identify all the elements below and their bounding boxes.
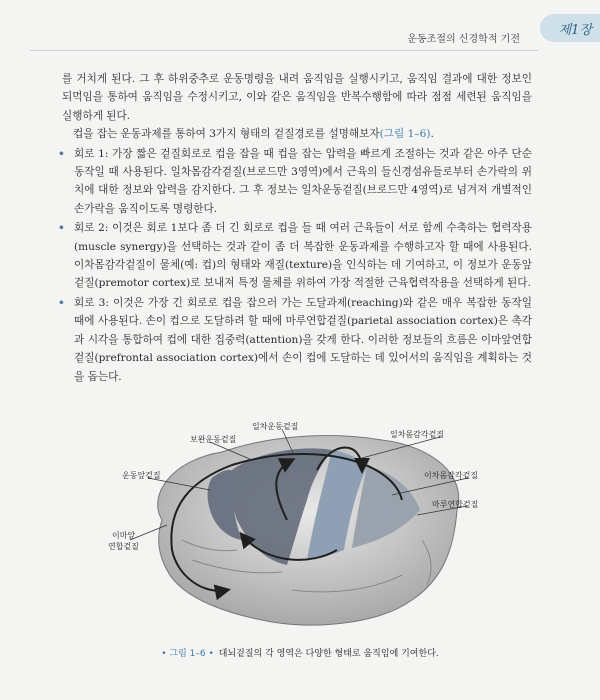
paragraph-2 xyxy=(62,125,532,143)
brain-figure xyxy=(62,400,542,640)
label-premotor: 운동앞겉질 xyxy=(122,471,161,480)
label-primary-somatosensory: 일차몸감각겉질 xyxy=(390,430,445,439)
label-parietal-association: 마루연합겉질 xyxy=(432,500,479,509)
paragraph-2-end: . xyxy=(430,128,434,141)
bullet-circuit-1 xyxy=(58,145,532,219)
header-divider xyxy=(30,50,538,51)
figure-reference: (그림 1–6) xyxy=(379,128,431,141)
bullet-text: 회로 2: 이것은 회로 1보다 좀 더 긴 회로로 컵을 들 때 여러 근육들이 서로 함께 수축하는 협력작용(muscle synergy)을 선택하는 것과 같이 좀 더 복잡한 운동과제를 수행하고자 할 때에 사용된다. 이차몸감각겉질이 물체(예: 컵)의 형태와 재질(texture)을 인식하는 데 기여하고, 이 정보가 운동앞겉질(premotor cortex)로 보내져 특정 물체를 위하여 가장 적절한 근육협력작용을 선택하게 된다. xyxy=(74,222,532,290)
label-supplementary-motor: 보완운동겉질 xyxy=(190,435,237,444)
chapter-label: 제1장 xyxy=(558,23,592,38)
bullet-text: 회로 3: 이것은 가장 긴 회로로 컵을 잡으러 가는 도달과제(reaching)와 같은 매우 복잡한 동작일 때에 사용된다. 손이 컵으로 도달하려 할 때에 마루연합겉질(parietal association cortex)은 촉각과 시각을 통합하여 컵에 대한 집중력(attention)을 갖게 한다. 이러한 정보들의 흐름은 이마앞연합겉질(prefrontal association cortex)에서 손이 컵에 도달하는 데 있어서의 움직임을 계획하는 것을 돕는다. xyxy=(74,296,532,383)
label-primary-motor: 일차운동겉질 xyxy=(252,422,299,431)
bullet-dot: • xyxy=(58,296,65,309)
label-prefrontal-line1: 이마앞 xyxy=(112,531,136,540)
caption-text: 대뇌겉질의 각 영역은 다양한 형태로 움직임에 기여한다. xyxy=(218,649,439,659)
page-header xyxy=(0,0,600,52)
bullet-circuit-3 xyxy=(58,294,532,386)
bullet-text: 회로 1: 가장 짧은 겉질회로로 컵을 잡을 때 컵을 잡는 압력을 빠르게 조절하는 것과 같은 아주 단순동작일 때 사용된다. 일차몸감각겉질(브로드만 3영역)에서 근육의 들신경섬유들로부터 손가락의 위치에 대한 정보와 압력을 감지한다. 그 후 정보는 일차운동겉질(브로드만 4영역)로 넘겨져 개별적인 손가락을 움직이도록 명령한다. xyxy=(74,147,532,215)
paragraph-1: 를 거치게 된다. 그 후 하위중추로 운동명령을 내려 움직임을 실행시키고, 움직임 결과에 대한 정보인 되먹임을 통하여 움직임을 수정시키고, 이와 같은 움직임을 반복수행함에 따라 점점 세련된 움직임을 실행하게 된다. xyxy=(62,73,532,122)
label-prefrontal-line2: 연합겉질 xyxy=(108,542,139,551)
bullet-dot: • xyxy=(58,222,65,235)
figure-caption xyxy=(0,646,600,659)
body-text xyxy=(58,70,532,386)
bullet-circuit-2 xyxy=(58,219,532,293)
brain-illustration xyxy=(62,400,542,640)
caption-number: • 그림 1–6 • xyxy=(161,649,214,659)
bullet-dot: • xyxy=(58,147,65,160)
label-secondary-somatosensory: 이차몸감각겉질 xyxy=(424,471,479,480)
paragraph-2-text: 컵을 잡는 운동과제를 통하여 3가지 형태의 겉질경로를 설명해보자 xyxy=(73,128,380,141)
chapter-title: 운동조절의 신경학적 기전 xyxy=(407,34,520,45)
